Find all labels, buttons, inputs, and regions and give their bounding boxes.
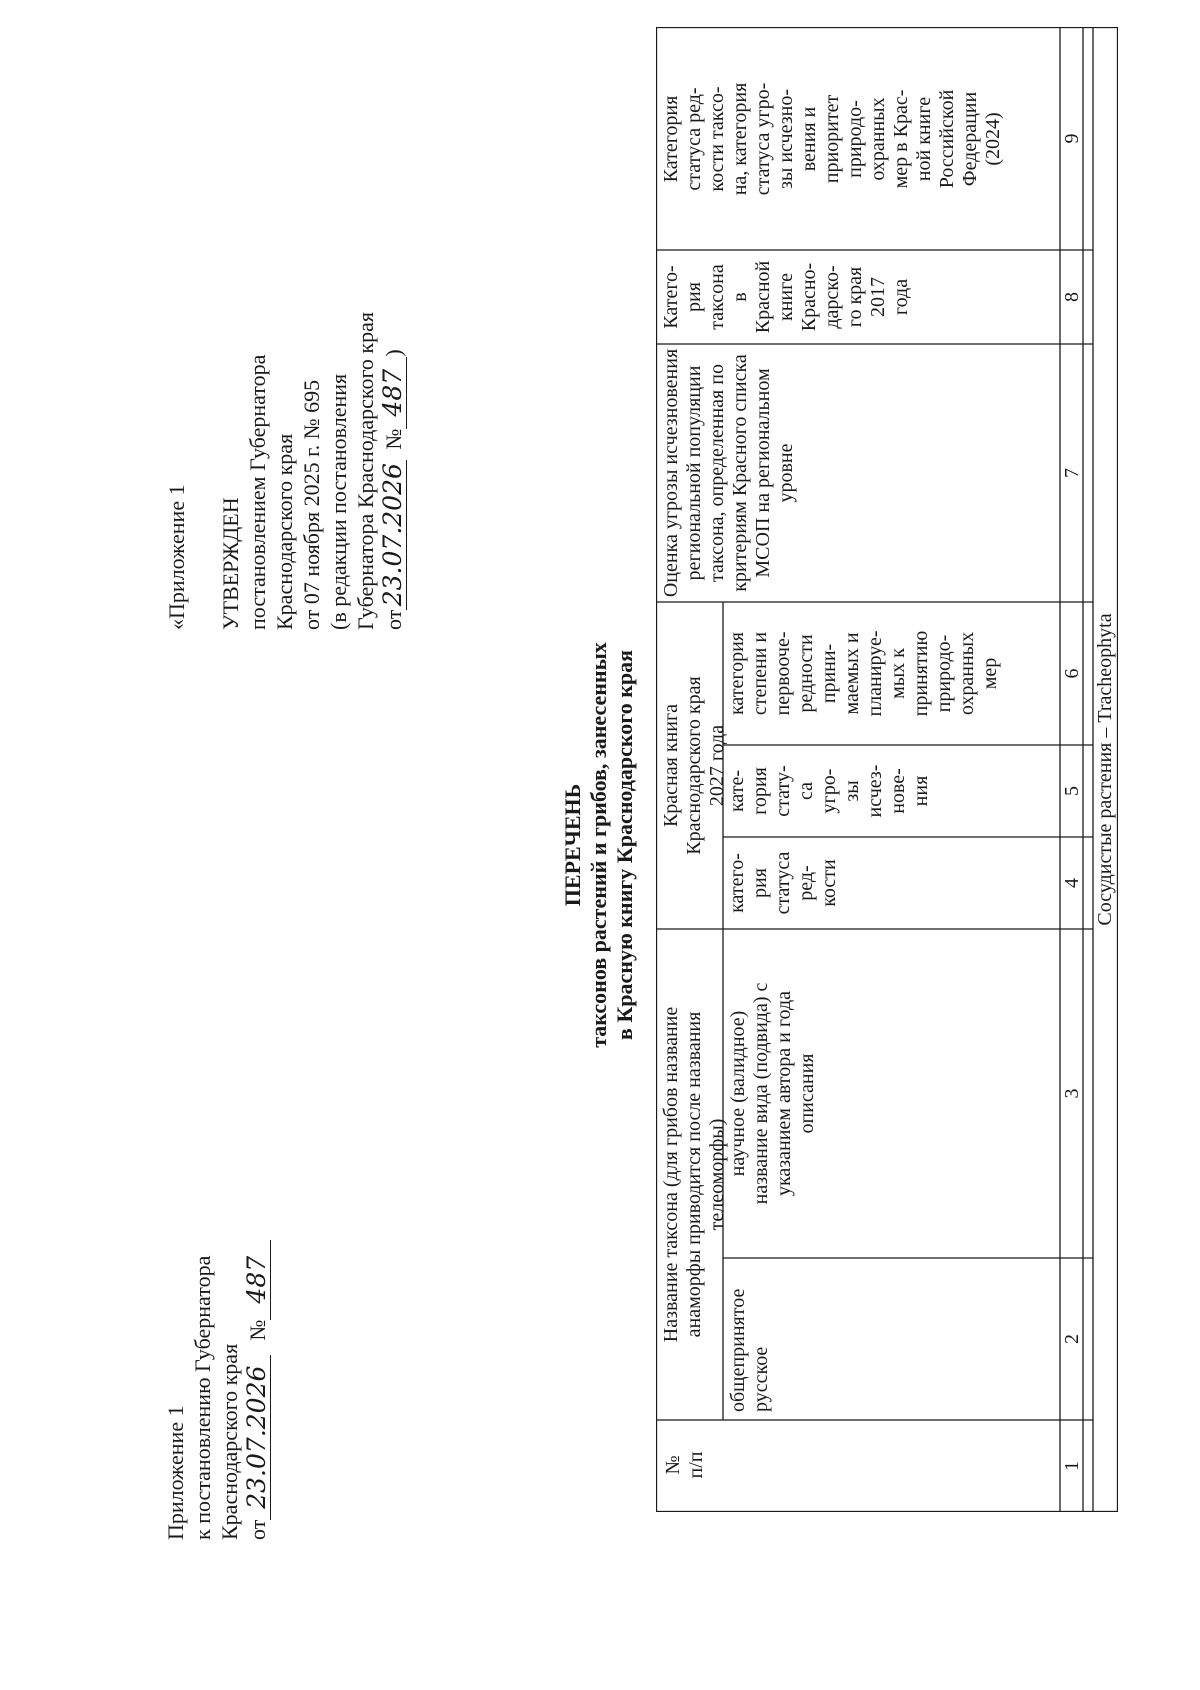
header-c4-line: ред- — [795, 865, 817, 901]
header-c5-line: угро- — [818, 768, 840, 814]
header-iucn-assessment — [660, 346, 798, 600]
left-header-line2: к постановлению Губернатора — [190, 1255, 215, 1540]
header-c8-line: в — [729, 292, 751, 302]
col-number-3: 3 — [1061, 1088, 1083, 1099]
header-c6-line: маемых и — [841, 632, 863, 715]
header-c6-line: природо- — [933, 634, 955, 713]
right-header-line2: Краснодарского края — [272, 433, 297, 630]
header-c9-line: статуса ред- — [683, 87, 705, 191]
left-from-prefix: от — [245, 1519, 270, 1540]
header-c9-line: приоритет — [821, 94, 843, 184]
left-num-sign: № — [245, 1319, 270, 1341]
header-c9-line: Федерации — [959, 91, 981, 187]
header-c5-line: са — [795, 782, 817, 800]
header-c7-line: региональной популяции — [683, 365, 705, 581]
header-red-book-line: Красная книга — [660, 703, 682, 828]
header-c9-line: статуса угро- — [752, 82, 774, 196]
header-c5-line: зы — [841, 780, 863, 802]
header-scientific-name — [727, 931, 819, 1256]
col-number-1: 1 — [1061, 1461, 1083, 1471]
header-c9-line: вения и — [798, 106, 820, 172]
header-c7-line: критериям Красного списка — [729, 354, 751, 592]
header-taxon-name-line: Название таксона (для грибов название — [660, 1006, 682, 1343]
header-common-russian — [727, 1262, 773, 1412]
document-title — [560, 0, 638, 1690]
header-c8-line: Красной — [752, 260, 774, 334]
right-closing: ) — [381, 349, 406, 357]
header-c6-line: планируе- — [864, 630, 886, 717]
header-priority-category — [726, 603, 1002, 744]
col-number-8: 8 — [1061, 292, 1083, 302]
header-red-book-line: 2027 года — [706, 724, 728, 807]
left-date-handwritten: 23.07.2026 — [243, 1355, 271, 1520]
left-header-date-line — [243, 1240, 271, 1540]
header-c5-line: стату- — [772, 765, 794, 817]
right-header-appendix: «Приложение 1 — [164, 484, 189, 630]
header-c5-line: нове- — [887, 768, 909, 814]
header-common-line: общепринятое — [727, 1288, 749, 1412]
right-header-line5: Губернатора Краснодарского края — [353, 311, 378, 630]
header-red-book-2017 — [660, 251, 913, 343]
header-c9-line: Категория — [660, 95, 682, 183]
header-c8-line: 2017 — [867, 277, 889, 317]
left-header-line3: Краснодарского края — [217, 1343, 242, 1540]
header-c8-line: дарско- — [821, 265, 843, 329]
header-c9-line: природо- — [844, 100, 866, 178]
header-c5-line: кате- — [726, 769, 748, 813]
col-number-9: 9 — [1061, 133, 1083, 144]
right-header-date-line — [379, 312, 407, 630]
left-number-handwritten: 487 — [243, 1240, 271, 1320]
header-rarity-category — [726, 838, 841, 928]
header-c6-line: категория — [726, 632, 748, 715]
header-c8-line: книге — [775, 273, 797, 321]
header-c5-line: ния — [910, 775, 932, 807]
header-scientific-line: название вида (подвида) с — [750, 982, 772, 1205]
header-number — [662, 1422, 708, 1508]
header-c9-line: ной книге — [913, 96, 935, 182]
header-c6-line: редности — [795, 634, 817, 713]
header-c6-line: охранных — [956, 631, 978, 716]
header-c9-line: охранных — [867, 97, 889, 181]
header-threat-category — [726, 746, 933, 836]
header-c4-line: статуса — [772, 851, 794, 915]
header-c9-line: зы исчезно- — [775, 89, 797, 189]
header-c7-line: Оценка угрозы исчезновения — [660, 348, 682, 598]
header-common-line: русское — [750, 1346, 772, 1412]
right-header-approved: УТВЕРЖДЕН — [218, 497, 243, 630]
header-scientific-line: указанием автора и года — [773, 990, 795, 1197]
right-from-prefix: от — [381, 609, 406, 630]
header-c5-line: исчез- — [864, 764, 886, 818]
col-number-6: 6 — [1061, 668, 1083, 679]
header-c8-line: рия — [683, 282, 705, 312]
header-c7-line: МСОП на региональном — [752, 368, 774, 578]
header-red-book-line: Краснодарского края — [683, 676, 705, 855]
right-number-handwritten: 487 — [379, 357, 407, 429]
header-c9-line: Российской — [936, 89, 958, 189]
col-number-7: 7 — [1061, 468, 1083, 478]
right-num-sign: № — [381, 428, 406, 450]
header-c9-line: на, категория — [729, 82, 751, 196]
right-header-line3: от 07 ноября 2025 г. № 695 — [299, 379, 324, 630]
header-c5-line: гория — [749, 767, 771, 815]
header-c8-line: Катего- — [660, 265, 682, 329]
header-c7-line: уровне — [775, 443, 797, 503]
header-c8-line: года — [890, 278, 912, 316]
section-vascular-plants: Сосудистые растения – Tracheophyta — [1094, 613, 1116, 926]
title-line1: ПЕРЕЧЕНЬ — [560, 783, 585, 907]
taxa-table — [656, 27, 1118, 1512]
header-c6-line: прини- — [818, 643, 840, 704]
header-c9-line: кости таксо- — [706, 86, 728, 192]
right-header-line1: постановлением Губернатора — [245, 354, 270, 630]
title-line2: таксонов растений и грибов, занесенных — [586, 642, 611, 1048]
col-number-4: 4 — [1061, 878, 1083, 888]
right-date-handwritten: 23.07.2026 — [379, 460, 407, 610]
header-c6-line: степени и — [749, 631, 771, 716]
header-number-line: № — [662, 1455, 684, 1475]
header-c4-line: катего- — [726, 853, 748, 913]
header-c9-line: мер в Крас- — [890, 89, 912, 189]
header-red-book-rf — [660, 29, 1005, 249]
header-c6-line: принятию — [910, 630, 932, 717]
header-taxon-name — [660, 931, 729, 1418]
title-line3: в Красную книгу Краснодарского края — [612, 649, 637, 1041]
header-c6-line: мых к — [887, 648, 909, 699]
header-red-book-2027 — [660, 604, 729, 927]
header-scientific-line: описания — [796, 1053, 818, 1134]
left-header — [162, 1240, 271, 1540]
left-header-line1: Приложение 1 — [163, 1405, 188, 1540]
col-number-5: 5 — [1061, 786, 1083, 796]
header-c4-line: рия — [749, 868, 771, 898]
right-header — [163, 312, 407, 630]
header-c6-line: мер — [979, 657, 1001, 690]
header-c8-line: Красно- — [798, 262, 820, 332]
header-taxon-name-line: анаморфы приводится после названия — [683, 1011, 705, 1338]
header-c8-line: го края — [844, 266, 866, 328]
header-c8-line: таксона — [706, 264, 728, 330]
header-taxon-name-line: телеоморфы) — [706, 1118, 728, 1231]
right-header-line4: (в редакции постановления — [326, 373, 351, 630]
header-number-line: п/п — [685, 1451, 707, 1479]
header-c6-line: первооче- — [772, 631, 794, 716]
header-c7-line: таксона, определенная по — [706, 364, 728, 582]
header-c4-line: кости — [818, 859, 840, 907]
col-number-2: 2 — [1061, 1334, 1083, 1344]
header-c9-line: (2024) — [982, 112, 1004, 166]
header-scientific-line: научное (валидное) — [727, 1010, 749, 1177]
